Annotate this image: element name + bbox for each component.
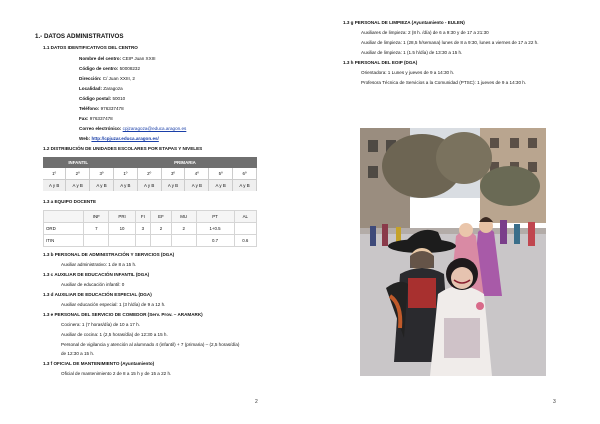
group-cell: A y B [233, 180, 257, 192]
direccion-label: Dirección: [79, 76, 102, 81]
identificativos-title: 1.1 DATOS IDENTIFICATIVOS DEL CENTRO [43, 45, 138, 50]
web-row [79, 136, 159, 142]
docente-header-cell: MU [171, 211, 196, 223]
limpieza-title: 1.3 g PERSONAL DE LIMPIEZA (Ayuntamiento - EULEN) [343, 20, 465, 25]
docente-cell: 0.7 [196, 235, 234, 247]
eoip-line: Orientadora: 1 Lunes y jueves de 9 a 14:30 h. [361, 70, 455, 75]
pas-title: 1.3 b PERSONAL DE ADMINISTRACIÓN Y SERVICIOS (DGA) [43, 252, 175, 257]
group-cell: A y B [137, 180, 161, 192]
group-cell: A y B [161, 180, 185, 192]
docente-row-label: ITIN [44, 235, 84, 247]
level-cell: 6º [233, 168, 257, 180]
docente-cell [234, 223, 256, 235]
level-cell: 1º [43, 168, 66, 180]
docente-cell: 2 [151, 223, 172, 235]
web-link[interactable]: http://cpjuzar.educa.aragon.es/ [91, 136, 159, 141]
docente-cell: 3 [135, 223, 150, 235]
telefono-value: 976337478 [100, 106, 124, 111]
level-cell: 4º [185, 168, 209, 180]
docente-header-cell [44, 211, 84, 223]
group-cell: A y B [185, 180, 209, 192]
email-link[interactable]: cpjzaragoza@educa.aragon.es [122, 126, 187, 131]
direccion-value: C/ Juan XXIII, 2 [102, 76, 135, 81]
postal-label: Código postal: [79, 96, 112, 101]
telefono-row [79, 106, 124, 112]
level-cell: 5º [209, 168, 233, 180]
fax-value: 976337478 [89, 116, 113, 121]
limpieza-line: Auxiliar de limpieza: 1 (1.5 h/día) de 13:30 a 15 h. [361, 50, 463, 55]
level-cell: 1º [113, 168, 137, 180]
docente-header-cell: EF [151, 211, 172, 223]
nombre-value: CEIP Juan XXIII [122, 56, 156, 61]
aux-especial-line: Auxiliar educación especial: 1 (3 h/día) de 9 a 12 h. [61, 302, 166, 307]
docente-header-cell: PRI [109, 211, 135, 223]
docente-cell [135, 235, 150, 247]
email-row [79, 126, 186, 132]
eoip-title: 1.3 h PERSONAL DEL EOIP (DGA) [343, 60, 418, 65]
level-cell: 2º [137, 168, 161, 180]
page-number: 2 [255, 399, 258, 405]
fax-label: Fax: [79, 116, 89, 121]
level-cell: 3º [90, 168, 114, 180]
mantenimiento-title: 1.3 f OFICIAL DE MANTENIMIENTO (Ayuntamiento) [43, 361, 155, 366]
docente-header-cell: AL [234, 211, 256, 223]
docente-cell: 10 [109, 223, 135, 235]
docente-table [43, 210, 257, 247]
nombre-row [79, 56, 156, 62]
fax-row [79, 116, 113, 122]
stage-header-primaria: PRIMARIA [113, 157, 256, 168]
limpieza-line: Auxiliares de limpieza: 2 (8 h. /día) de 6 a 9:30 y de 17 a 21:30 [361, 30, 489, 35]
comedor-line: de 12:30 a 15 h. [61, 351, 95, 356]
docente-cell [84, 235, 109, 247]
nombre-label: Nombre del centro: [79, 56, 122, 61]
page-number: 3 [553, 399, 556, 405]
docente-cell: 7 [84, 223, 109, 235]
telefono-label: Teléfono: [79, 106, 100, 111]
comedor-line: Personal de vigilancia y atención al alumnado 4 (infantil) + 7 (primaria) – (2,5 horas/día) [61, 342, 240, 347]
docente-row-label: ORD [44, 223, 84, 235]
docente-cell [171, 235, 196, 247]
comedor-title: 1.3 e PERSONAL DEL SERVICIO DE COMEDOR (Serv. Prov. – ARAMARK) [43, 312, 203, 317]
docente-header-cell: FI [135, 211, 150, 223]
postal-row [79, 96, 125, 102]
eoip-line: Profesora Técnica de Servicios a la Comunidad (PTSC): 1 jueves de 9 a 14:30 h. [361, 80, 527, 85]
comedor-line: Auxiliar de cocina: 1 (2,5 horas/día) de 12:30 a 15 h. [61, 332, 168, 337]
etapas-table [43, 157, 257, 191]
docente-cell [109, 235, 135, 247]
web-label: Web: [79, 136, 91, 141]
level-cell: 2º [66, 168, 90, 180]
localidad-value: Zaragoza [103, 86, 123, 91]
group-cell: A y B [66, 180, 90, 192]
docente-header-cell: INF [84, 211, 109, 223]
aux-especial-title: 1.3 d AUXILIAR DE EDUCACIÓN ESPECIAL (DGA) [43, 292, 152, 297]
aux-infantil-line: Auxiliar de educación infantil: 0 [61, 282, 125, 287]
postal-value: 50010 [112, 96, 126, 101]
email-label: Correo electrónico: [79, 126, 122, 131]
docente-header-cell: PT [196, 211, 234, 223]
docente-cell [151, 235, 172, 247]
localidad-label: Localidad: [79, 86, 102, 91]
group-cell: A y B [90, 180, 114, 192]
aux-infantil-title: 1.3 c AUXILIAR DE EDUCACIÓN INFANTIL (DGA) [43, 272, 150, 277]
docente-cell: 0.6 [234, 235, 256, 247]
pas-line: Auxiliar administrativo: 1 de 8 a 15 h. [61, 262, 137, 267]
stage-header-infantil: INFANTIL [43, 157, 113, 168]
codigo-row [79, 66, 140, 72]
direccion-row [79, 76, 135, 82]
group-cell: A y B [113, 180, 137, 192]
codigo-value: 50008232 [119, 66, 141, 71]
localidad-row [79, 86, 123, 92]
comedor-line: Cocinera: 1 (7 horas/día) de 10 a 17 h. [61, 322, 140, 327]
docente-cell: 1+0.5 [196, 223, 234, 235]
mantenimiento-line: Oficial de mantenimiento 2 de 8 a 15 h y de 15 a 22 h. [61, 371, 172, 376]
codigo-label: Código de centro: [79, 66, 119, 71]
distribucion-title: 1.2 DISTRIBUCIÓN DE UNIDADES ESCOLARES POR ETAPAS Y NIVELES [43, 146, 203, 151]
carnival-children-photo [360, 128, 546, 376]
group-cell: A y B [43, 180, 66, 192]
docente-title: 1.3 a EQUIPO DOCENTE [43, 199, 97, 204]
limpieza-line: Auxiliar de limpieza: 1 (28,5 h/semana) lunes de 8 a 9:30, lunes a viernes de 17 a 22 h. [361, 40, 539, 45]
docente-cell: 2 [171, 223, 196, 235]
section-heading: 1.- DATOS ADMINISTRATIVOS [35, 33, 124, 40]
group-cell: A y B [209, 180, 233, 192]
level-cell: 3º [161, 168, 185, 180]
